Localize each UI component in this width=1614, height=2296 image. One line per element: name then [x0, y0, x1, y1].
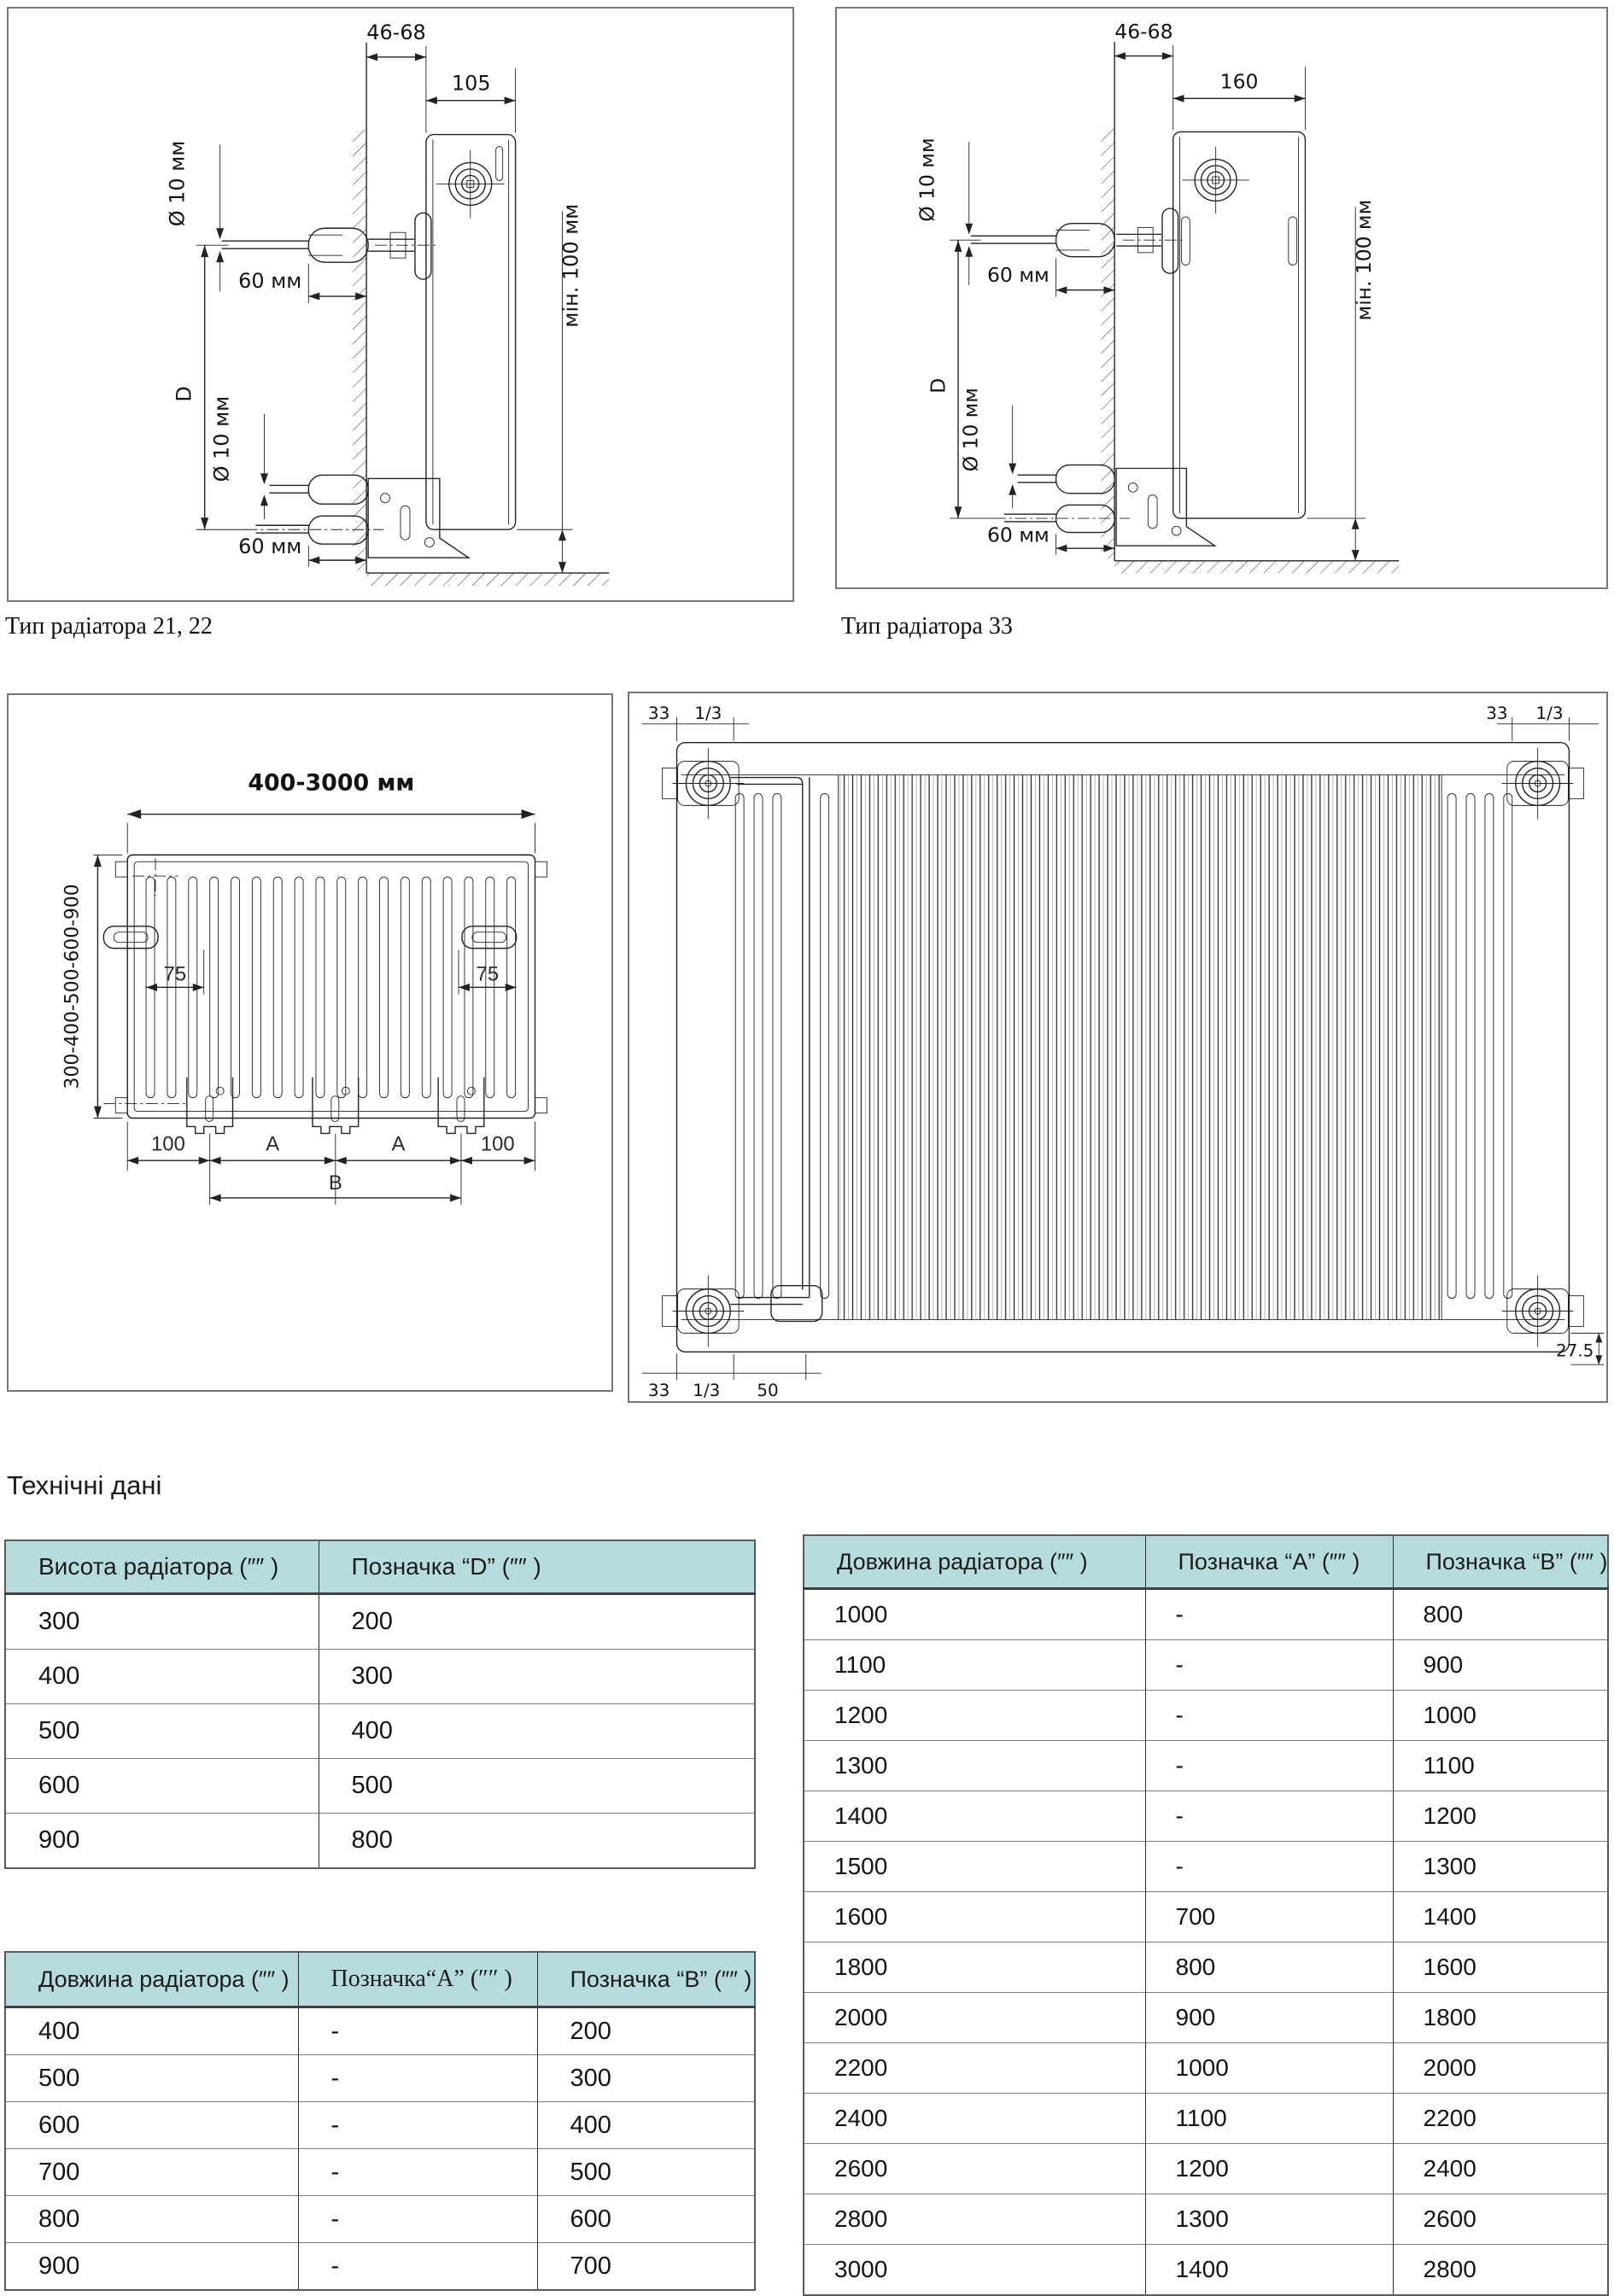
radiator-front — [676, 743, 1569, 1352]
dim-label-a1: A — [266, 1132, 280, 1156]
table-cell: 900 — [1393, 1640, 1608, 1691]
table-row — [804, 1842, 1608, 1892]
radiator-rear — [103, 855, 547, 1118]
table-cell: 800 — [1145, 1943, 1393, 1993]
table-cell: 1200 — [1145, 2144, 1393, 2194]
caption-type-33: Тип радіатора 33 — [841, 613, 1013, 640]
table-row — [5, 2102, 755, 2149]
table-row — [804, 1589, 1608, 1640]
length-marks-small-table — [4, 1951, 756, 2291]
table-cell: 1000 — [1145, 2043, 1393, 2094]
dim-label-bl-13: 1/3 — [693, 1381, 721, 1401]
table-cell: 700 — [537, 2243, 755, 2291]
table-cell: 1500 — [804, 1842, 1145, 1892]
dim-label-hole-bottom: Ø 10 мм — [958, 388, 983, 472]
table-cell: 400 — [5, 2007, 298, 2055]
dim-label-d: D — [172, 386, 196, 402]
table-row — [5, 2196, 755, 2243]
table-cell: - — [298, 2055, 537, 2102]
table-cell: 1800 — [804, 1943, 1145, 1993]
diagram-box-rear — [7, 693, 613, 1392]
table-cell: 3000 — [804, 2245, 1145, 2296]
dim-label-wall-gap: 46-68 — [1114, 20, 1173, 44]
dim-hole-bottom — [210, 396, 268, 519]
table-row — [5, 2007, 755, 2055]
table-cell: 1400 — [1145, 2245, 1393, 2296]
dim-label-anchor-bottom: 60 мм — [986, 523, 1050, 547]
table-row — [5, 1704, 755, 1759]
table-cell: - — [298, 2196, 537, 2243]
table-cell: 400 — [319, 1704, 755, 1759]
dim-label-hole-top: Ø 10 мм — [915, 137, 939, 222]
table-cell: 1100 — [1393, 1741, 1608, 1791]
dim-label-hole-top: Ø 10 мм — [165, 140, 190, 227]
table-row — [5, 2243, 755, 2291]
table-cell: 800 — [319, 1814, 755, 1869]
table-cell: - — [1145, 1691, 1393, 1741]
dim-label-wall-gap: 46-68 — [366, 20, 426, 44]
column-header: Позначка “В” (″″ ) — [537, 1952, 755, 2007]
dim-label-height-range: 300-400-500-600-900 — [61, 884, 84, 1090]
table-cell: 700 — [1145, 1892, 1393, 1943]
column-header: Позначка “D” (″″ ) — [319, 1540, 755, 1594]
table-cell: 900 — [1145, 1993, 1393, 2043]
table-cell: 2800 — [1393, 2245, 1608, 2296]
table-row — [804, 2043, 1608, 2094]
dim-depth — [426, 68, 516, 133]
dim-label-d: D — [926, 377, 950, 394]
dim-anchor-top — [987, 259, 1114, 297]
table-row — [804, 1892, 1608, 1943]
table-cell: 1000 — [804, 1589, 1145, 1640]
dim-label-tl-13: 1/3 — [694, 703, 722, 723]
dim-label-tl-33: 33 — [647, 703, 670, 723]
dim-label-anchor-top: 60 мм — [986, 263, 1050, 287]
table-cell: 300 — [319, 1650, 755, 1704]
dim-hole-top — [915, 137, 974, 284]
diagram-box-front — [628, 692, 1608, 1403]
table-row — [5, 2149, 755, 2196]
dim-label-100-right: 100 — [480, 1132, 515, 1156]
table-row — [5, 1814, 755, 1869]
table-cell: - — [298, 2149, 537, 2196]
dim-wall-gap — [1114, 20, 1173, 130]
installation-diagram-33 — [837, 9, 1606, 587]
table-row — [5, 1650, 755, 1704]
table-cell: - — [298, 2243, 537, 2291]
dim-bracket-right — [459, 950, 517, 995]
table-cell: 1600 — [1393, 1943, 1608, 1993]
table-cell: 500 — [5, 2055, 298, 2102]
table-cell: 2400 — [804, 2094, 1145, 2144]
radiator-side — [426, 135, 516, 530]
table-cell: 2000 — [804, 1993, 1145, 2043]
table-cell: 900 — [5, 1814, 319, 1869]
table-row — [804, 1691, 1608, 1741]
table-cell: 800 — [1393, 1589, 1608, 1640]
dim-top-right — [1486, 704, 1599, 741]
table-cell: - — [1145, 1791, 1393, 1842]
table-row — [804, 1741, 1608, 1791]
dim-anchor-bottom — [238, 535, 366, 567]
rear-view-diagram — [9, 695, 611, 1390]
table-cell: 400 — [5, 1650, 319, 1704]
column-header: Довжина радіатора (″″ ) — [5, 1952, 298, 2007]
table-cell: - — [298, 2102, 537, 2149]
dim-depth — [1173, 67, 1306, 130]
dim-anchor-bottom — [987, 523, 1114, 555]
side-bracket-right — [462, 926, 517, 949]
table-cell: - — [1145, 1741, 1393, 1791]
table-cell: 700 — [5, 2149, 298, 2196]
dim-label-tr-33: 33 — [1486, 703, 1508, 723]
dim-label-hole-bottom: Ø 10 мм — [209, 395, 234, 482]
dim-label-floor: мін. 100 мм — [558, 203, 583, 328]
diagram-box-side-21-22 — [7, 7, 794, 602]
table-cell: 300 — [537, 2055, 755, 2102]
dim-top-left — [642, 704, 749, 741]
front-view-diagram — [629, 693, 1606, 1401]
dim-width — [127, 770, 535, 854]
length-marks-large-table — [803, 1534, 1609, 2296]
table-cell: 600 — [5, 2102, 298, 2149]
table-cell: 2600 — [1393, 2194, 1608, 2245]
caption-type-21-22: Тип радіатора 21, 22 — [5, 613, 213, 640]
dim-label-75-left: 75 — [163, 962, 187, 986]
table-row — [804, 2144, 1608, 2194]
table-cell: 300 — [5, 1594, 319, 1650]
table-row — [804, 1791, 1608, 1842]
table-row — [804, 2194, 1608, 2245]
dim-bottom-left — [642, 1353, 822, 1400]
table-cell: 400 — [537, 2102, 755, 2149]
dim-floor-clearance — [1307, 200, 1375, 561]
table-cell: 1200 — [1393, 1791, 1608, 1842]
table-cell: 500 — [537, 2149, 755, 2196]
table-row — [804, 1640, 1608, 1691]
dim-height-range — [62, 855, 123, 1118]
table-cell: 1200 — [804, 1691, 1145, 1741]
dim-label-floor: мін. 100 мм — [1351, 199, 1376, 321]
table-cell: 1100 — [804, 1640, 1145, 1691]
dim-label-anchor-bottom: 60 мм — [238, 535, 302, 559]
table-row — [5, 2055, 755, 2102]
dim-label-anchor-top: 60 мм — [238, 269, 302, 294]
table-cell: 2600 — [804, 2144, 1145, 2194]
dim-wall-gap — [366, 20, 426, 133]
table-cell: 1600 — [804, 1892, 1145, 1943]
dim-label-b: B — [328, 1171, 342, 1195]
dim-hole-bottom — [958, 388, 1016, 508]
table-cell: - — [1145, 1842, 1393, 1892]
table-cell: 1300 — [804, 1741, 1145, 1791]
table-row — [5, 1759, 755, 1814]
height-marks-table — [4, 1539, 756, 1869]
dim-label-width: 400-3000 мм — [248, 769, 415, 797]
table-cell: 900 — [5, 2243, 298, 2291]
table-cell: 500 — [319, 1759, 755, 1814]
diagram-box-side-33 — [835, 7, 1608, 589]
column-header: Довжина радіатора (″″ ) — [804, 1535, 1145, 1589]
table-cell: 2000 — [1393, 2043, 1608, 2094]
column-header: Позначка “В” (″″ ) — [1393, 1535, 1608, 1589]
dim-label-75-right: 75 — [476, 962, 500, 986]
table-row — [804, 1943, 1608, 1993]
table-row — [804, 2094, 1608, 2144]
table-cell: - — [298, 2007, 537, 2055]
dim-floor-clearance — [518, 204, 583, 573]
table-row — [804, 2245, 1608, 2296]
installation-diagram-21-22 — [9, 9, 792, 600]
dim-hole-top — [166, 141, 224, 291]
table-cell: 800 — [5, 2196, 298, 2243]
table-cell: 1400 — [1393, 1892, 1608, 1943]
table-cell: 200 — [319, 1594, 755, 1650]
dim-height-d — [173, 245, 248, 529]
table-cell: 600 — [537, 2196, 755, 2243]
table-cell: 2400 — [1393, 2144, 1608, 2194]
table-cell: - — [1145, 1589, 1393, 1640]
table-cell: 1100 — [1145, 2094, 1393, 2144]
dim-anchor-top — [238, 264, 366, 303]
dim-bottom-right — [1556, 1333, 1604, 1364]
dim-label-depth: 160 — [1219, 69, 1259, 94]
column-header: Висота радіатора (″″ ) — [5, 1540, 319, 1594]
side-bracket-left — [103, 926, 158, 949]
dim-label-100-left: 100 — [151, 1132, 185, 1156]
table-cell: 2800 — [804, 2194, 1145, 2245]
dim-label-a2: A — [391, 1132, 406, 1156]
table-cell: 2200 — [1393, 2094, 1608, 2144]
table-cell: - — [1145, 1640, 1393, 1691]
section-title: Технічні дані — [7, 1470, 162, 1500]
table-row — [804, 1993, 1608, 2043]
table-cell: 2200 — [804, 2043, 1145, 2094]
table-row — [5, 1594, 755, 1650]
floor-brackets — [187, 1078, 484, 1134]
radiator-side — [1173, 131, 1306, 518]
dim-label-bl-33: 33 — [647, 1381, 670, 1401]
dim-label-br-275: 27.5 — [1556, 1341, 1594, 1361]
table-cell: 1400 — [804, 1791, 1145, 1842]
dim-label-bl-50: 50 — [757, 1381, 779, 1401]
table-cell: 1000 — [1393, 1691, 1608, 1741]
table-cell: 1300 — [1145, 2194, 1393, 2245]
table-cell: 600 — [5, 1759, 319, 1814]
dim-label-depth: 105 — [451, 71, 491, 96]
table-cell: 1800 — [1393, 1993, 1608, 2043]
column-header: Позначка“А” (″″ ) — [298, 1952, 537, 2007]
dim-label-tr-13: 1/3 — [1535, 703, 1564, 723]
table-cell: 1300 — [1393, 1842, 1608, 1892]
table-cell: 200 — [537, 2007, 755, 2055]
table-cell: 500 — [5, 1704, 319, 1759]
column-header: Позначка “А” (″″ ) — [1145, 1535, 1393, 1589]
